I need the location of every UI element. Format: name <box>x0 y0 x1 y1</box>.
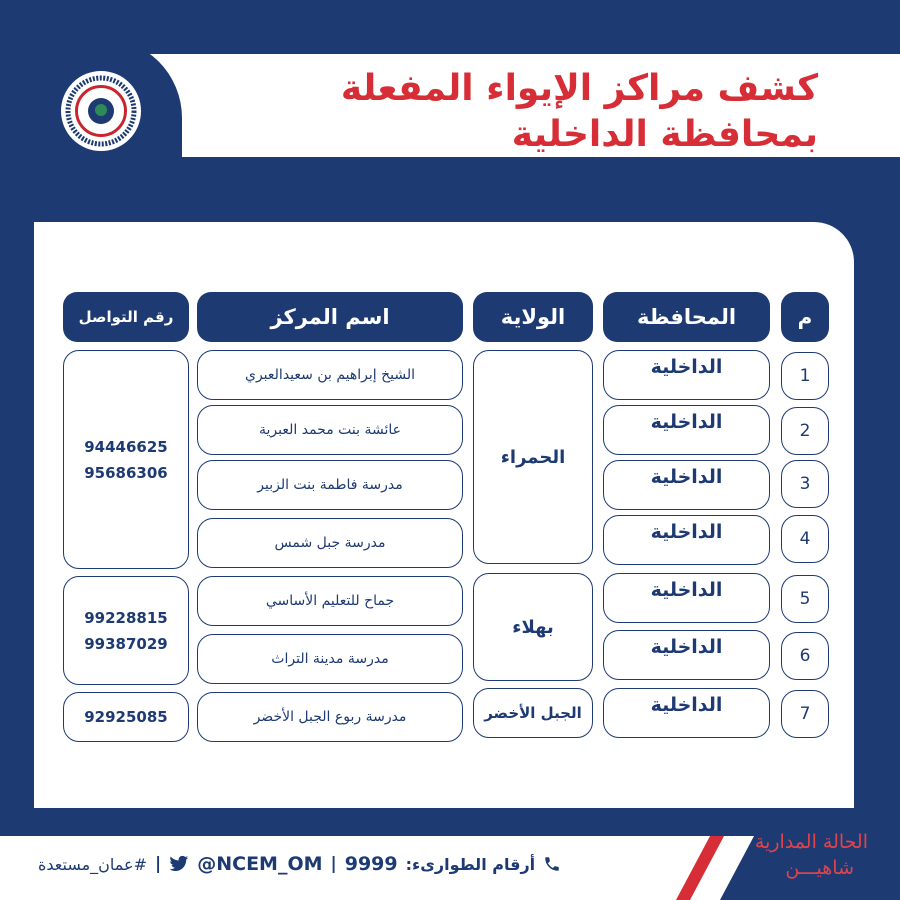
row-num: 1 <box>781 352 829 400</box>
row-num: 7 <box>781 690 829 738</box>
ncem-emblem-icon <box>75 85 127 137</box>
title-line-2: بمحافظة الداخلية <box>511 114 818 155</box>
contact-phone: 99228815 <box>84 608 168 627</box>
contact-phone: 99387029 <box>84 634 168 653</box>
row-center-name: مدرسة فاطمة بنت الزبير <box>197 460 463 510</box>
contact-cell <box>63 576 189 685</box>
emblem-core <box>88 98 114 124</box>
row-center-name: عائشة بنت محمد العبرية <box>197 405 463 455</box>
separator: | <box>330 854 337 874</box>
hashtag: #عمان_مستعدة <box>38 854 147 874</box>
emergency-label: أرقام الطوارىء: <box>405 854 536 874</box>
header-wilaya: الولاية <box>473 292 593 342</box>
contact-phone: 92925085 <box>84 708 168 726</box>
row-num: 2 <box>781 407 829 455</box>
row-governorate: الداخلية <box>603 688 770 738</box>
header-contact: رقم التواصل <box>63 292 189 342</box>
twitter-icon <box>169 855 189 873</box>
title-line-1: كشف مراكز الإيواء المفعلة <box>340 68 818 109</box>
row-center-name: جماح للتعليم الأساسي <box>197 576 463 626</box>
emblem-mark <box>95 104 107 116</box>
row-governorate: الداخلية <box>603 405 770 455</box>
contact-phone: 95686306 <box>84 463 168 482</box>
wilaya-cell: الحمراء <box>473 350 593 564</box>
emergency-number: 9999 <box>344 853 398 875</box>
row-center-name: مدرسة جبل شمس <box>197 518 463 568</box>
row-center-name: مدرسة ربوع الجبل الأخضر <box>197 692 463 742</box>
page-title <box>218 66 818 158</box>
row-governorate: الداخلية <box>603 460 770 510</box>
storm-name: شاهيـــن <box>785 857 854 879</box>
wilaya-cell: بهلاء <box>473 573 593 681</box>
separator: | <box>155 854 162 874</box>
row-center-name: الشيخ إبراهيم بن سعيدالعبري <box>197 350 463 400</box>
wilaya-cell: الجبل الأخضر <box>473 688 593 738</box>
row-num: 5 <box>781 575 829 623</box>
ncem-logo <box>58 68 144 154</box>
row-num: 6 <box>781 632 829 680</box>
contact-cell <box>63 692 189 742</box>
header-center: اسم المركز <box>197 292 463 342</box>
row-num: 3 <box>781 460 829 508</box>
row-center-name: مدرسة مدينة التراث <box>197 634 463 684</box>
contact-phone: 94446625 <box>84 437 168 456</box>
phone-icon <box>543 855 561 873</box>
row-num: 4 <box>781 515 829 563</box>
footer-contact-bar <box>38 846 678 882</box>
storm-status-label: الحالة المدارية <box>754 831 868 853</box>
row-governorate: الداخلية <box>603 630 770 680</box>
header-governorate: المحافظة <box>603 292 770 342</box>
twitter-handle: @NCEM_OM <box>197 853 323 875</box>
row-governorate: الداخلية <box>603 350 770 400</box>
row-governorate: الداخلية <box>603 573 770 623</box>
row-governorate: الداخلية <box>603 515 770 565</box>
contact-cell <box>63 350 189 569</box>
header-num: م <box>781 292 829 342</box>
